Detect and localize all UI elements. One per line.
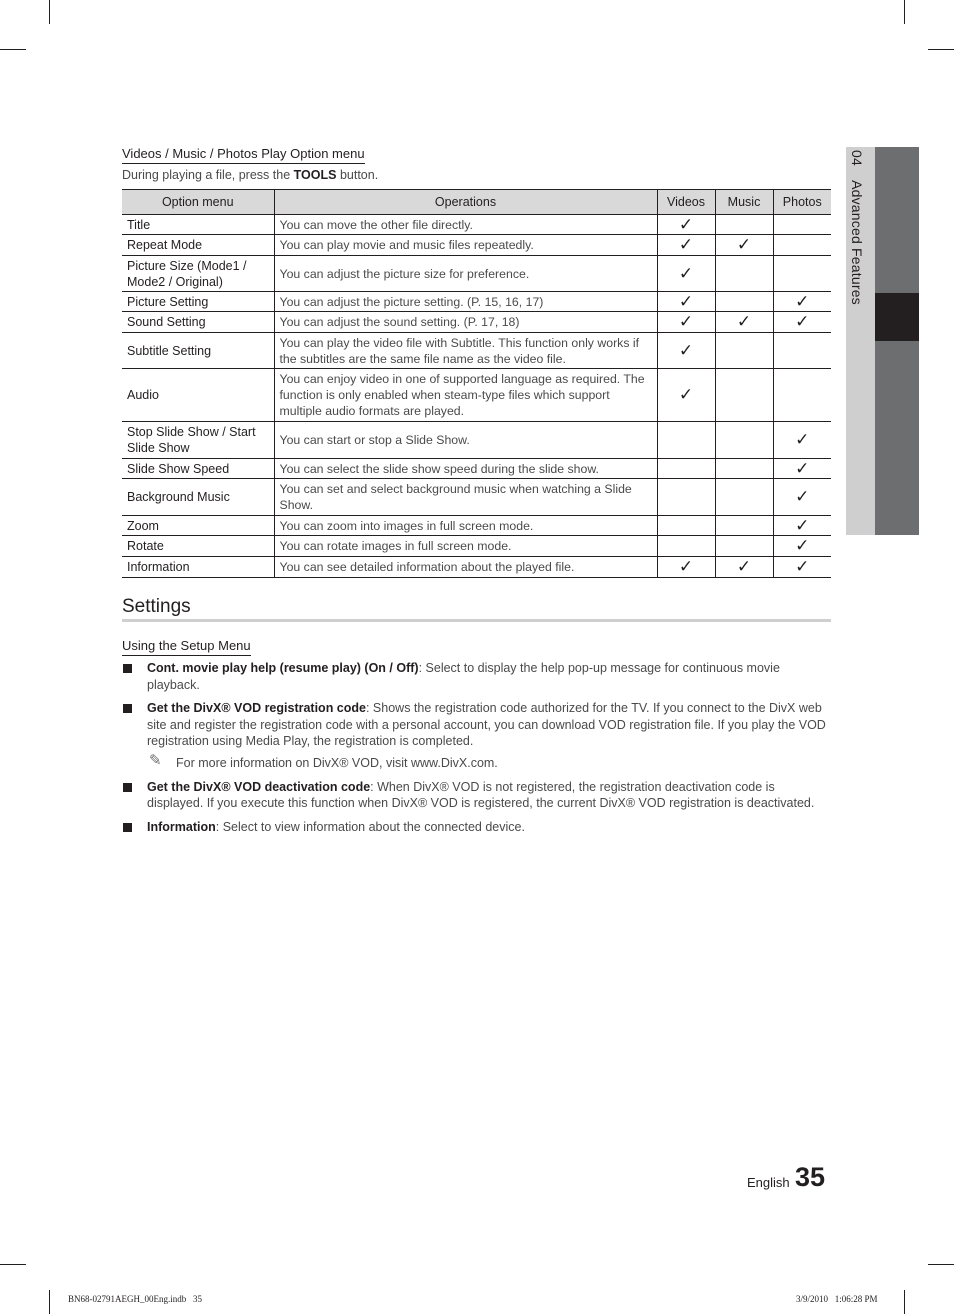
item-text: : Shows the registration code authorized for the TV. If you connect to the DivX web site and register the registration code with a personal account, you can download VOD registration file. If you play the VOD registration using Media Play, the registration is completed. [147,701,826,749]
videos-check-cell [657,422,715,459]
photos-check-cell: ✓ [773,292,831,312]
crop-mark [0,49,26,50]
option-name-cell: Sound Setting [122,312,274,333]
operation-cell: You can move the other file directly. [274,215,657,235]
option-name-cell: Background Music [122,479,274,516]
operation-cell: You can adjust the picture size for preference. [274,256,657,292]
option-name-cell: Rotate [122,536,274,557]
item-title: Cont. movie play help (resume play) (On / Off) [147,661,419,675]
videos-check-cell: ✓ [657,256,715,292]
list-item [122,700,832,771]
videos-check-cell [657,459,715,479]
section-heading: Videos / Music / Photos Play Option menu [122,146,365,164]
music-check-cell [715,516,773,536]
videos-check-cell [657,536,715,557]
table-row [122,422,831,459]
music-check-cell [715,292,773,312]
column-header: Operations [274,190,657,215]
table-row [122,235,831,256]
intro-before: During playing a file, press the [122,168,294,182]
item-text: : Select to view information about the connected device. [215,819,525,834]
tools-key: TOOLS [293,168,337,182]
table-row [122,516,831,536]
videos-check-cell: ✓ [657,369,715,422]
table-row [122,459,831,479]
option-name-cell: Repeat Mode [122,235,274,256]
crop-mark [49,0,50,24]
bullet-square-icon [123,704,132,713]
option-name-cell: Title [122,215,274,235]
operation-cell: You can adjust the picture setting. (P. 15, 16, 17) [274,292,657,312]
operation-cell: You can adjust the sound setting. (P. 17, 18) [274,312,657,333]
item-title: Get the DivX® VOD deactivation code [147,779,371,794]
table-row [122,479,831,516]
photos-check-cell [773,256,831,292]
footer-language: English [747,1175,790,1190]
crop-mark [0,1264,26,1265]
chapter-title: Advanced Features [849,180,865,305]
crop-mark [904,1290,905,1314]
bullet-square-icon [123,783,132,792]
option-name-cell: Audio [122,369,274,422]
crop-mark [49,1290,50,1314]
column-header: Option menu [122,190,274,215]
videos-check-cell: ✓ [657,215,715,235]
list-item [122,779,832,812]
operation-cell: You can zoom into images in full screen mode. [274,516,657,536]
item-text: : Select to display the help pop-up message for continuous movie playback. [147,661,780,692]
photos-check-cell: ✓ [773,479,831,516]
music-check-cell [715,215,773,235]
music-check-cell: ✓ [715,235,773,256]
photos-check-cell: ✓ [773,422,831,459]
table-row [122,215,831,235]
operation-cell: You can play the video file with Subtitle. This function only works if the subtitles are the same file name as the video file. [274,333,657,369]
photos-check-cell [773,333,831,369]
column-header: Music [715,190,773,215]
videos-check-cell [657,479,715,516]
option-name-cell: Picture Setting [122,292,274,312]
intro-after: button. [336,168,379,182]
table-row [122,557,831,578]
note-text: For more information on DivX® VOD, visit www.DivX.com. [176,755,498,770]
item-title: Information [147,819,216,834]
option-name-cell: Zoom [122,516,274,536]
chapter-tab-marker [875,293,919,341]
chapter-number: 04 [849,150,865,166]
crop-mark [904,0,905,24]
photos-check-cell [773,215,831,235]
videos-check-cell: ✓ [657,235,715,256]
photos-check-cell: ✓ [773,557,831,578]
operation-cell: You can rotate images in full screen mode. [274,536,657,557]
music-check-cell [715,256,773,292]
page-number: 35 [795,1162,826,1192]
chapter-tab-bar [875,147,919,293]
videos-check-cell: ✓ [657,333,715,369]
photos-check-cell: ✓ [773,312,831,333]
videos-check-cell: ✓ [657,557,715,578]
title-rule [122,619,831,622]
music-check-cell [715,369,773,422]
column-header: Videos [657,190,715,215]
music-check-cell [715,333,773,369]
intro-text [122,168,378,182]
item-text: : When DivX® VOD is not registered, the registration deactivation code is displayed. If you execute this function when DivX® VOD is registered, the current DivX® VOD registration is deactivated. [147,779,815,811]
music-check-cell: ✓ [715,557,773,578]
music-check-cell [715,536,773,557]
option-name-cell: Subtitle Setting [122,333,274,369]
operation-cell: You can set and select background music when watching a Slide Show. [274,479,657,516]
bullet-square-icon [123,823,132,832]
section-heading: Using the Setup Menu [122,638,251,656]
table-row [122,256,831,292]
table-row [122,536,831,557]
photos-check-cell: ✓ [773,459,831,479]
settings-list [122,660,832,842]
operation-cell: You can start or stop a Slide Show. [274,422,657,459]
photos-check-cell: ✓ [773,536,831,557]
table-row [122,333,831,369]
music-check-cell [715,479,773,516]
print-file-info: BN68-02791AEGH_00Eng.indb 35 [68,1294,202,1304]
settings-title: Settings [122,596,191,617]
column-header: Photos [773,190,831,215]
chapter-tab-label [849,150,865,305]
option-name-cell: Stop Slide Show / Start Slide Show [122,422,274,459]
photos-check-cell: ✓ [773,516,831,536]
table-row [122,292,831,312]
photos-check-cell [773,369,831,422]
crop-mark [928,49,954,50]
photos-check-cell [773,235,831,256]
videos-check-cell: ✓ [657,312,715,333]
music-check-cell: ✓ [715,312,773,333]
list-item [122,660,832,693]
operation-cell: You can see detailed information about the played file. [274,557,657,578]
table-row [122,312,831,333]
item-title: Get the DivX® VOD registration code [147,701,366,716]
option-name-cell: Picture Size (Mode1 / Mode2 / Original) [122,256,274,292]
operation-cell: You can enjoy video in one of supported language as required. The function is only enabled when steam-type files which support multiple audio formats are played. [274,369,657,422]
bullet-square-icon [123,664,132,673]
play-option-table [122,189,831,578]
music-check-cell [715,459,773,479]
table-row [122,369,831,422]
crop-mark [928,1264,954,1265]
chapter-tab-bar [875,341,919,535]
table-header-row [122,190,831,215]
note-pencil-icon: ✎ [149,751,162,769]
music-check-cell [715,422,773,459]
print-date-info: 3/9/2010 1:06:28 PM [796,1294,878,1304]
operation-cell: You can play movie and music files repeatedly. [274,235,657,256]
note [122,751,832,772]
videos-check-cell [657,516,715,536]
list-item [122,819,832,836]
operation-cell: You can select the slide show speed during the slide show. [274,459,657,479]
videos-check-cell: ✓ [657,292,715,312]
option-name-cell: Slide Show Speed [122,459,274,479]
option-name-cell: Information [122,557,274,578]
